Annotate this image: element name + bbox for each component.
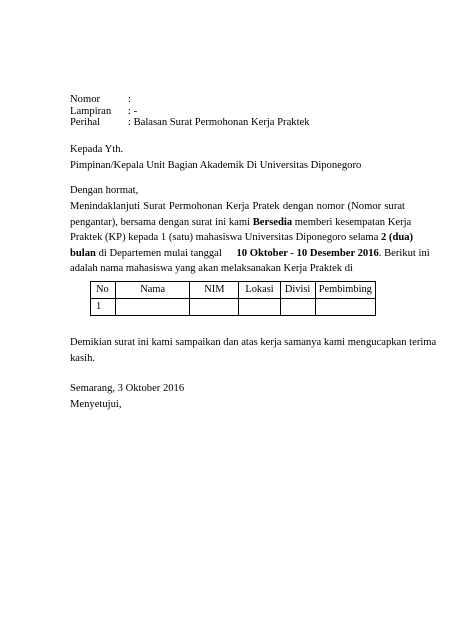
letter-meta	[70, 94, 310, 129]
body-line: bulan di Departemen mulai tanggal 10 Oktober - 10 Desember 2016. Berikut ini	[70, 247, 430, 259]
lampiran-value: : -	[128, 105, 138, 117]
student-table	[90, 281, 376, 316]
duration-emphasis: 2 (dua)	[380, 232, 414, 244]
table-cell: 1	[91, 299, 116, 316]
closing-line: kasih.	[70, 352, 96, 364]
approval-text: Menyetujui,	[70, 399, 122, 410]
table-cell	[116, 299, 190, 316]
closing-paragraph	[70, 335, 437, 366]
table-row	[91, 299, 376, 316]
lampiran-row	[70, 106, 310, 118]
place-date: Semarang, 3 Oktober 2016	[70, 383, 185, 394]
perihal-value: : Balasan Surat Permohonan Kerja Praktek	[128, 117, 310, 128]
body-line: Praktek (KP) kepada 1 (satu) mahasiswa Universitas Diponegoro selama 2 (dua)	[70, 232, 414, 244]
table-cell	[190, 299, 239, 316]
nomor-row	[70, 94, 310, 106]
bersedia-emphasis: Bersedia	[252, 216, 293, 228]
table-cell	[239, 299, 280, 316]
body-line: Menindaklanjuti Surat Permohonan Kerja Pratek dengan nomor (Nomor surat	[70, 201, 405, 212]
header-lokasi: Lokasi	[239, 282, 280, 299]
perihal-row	[70, 117, 310, 129]
table-cell	[315, 299, 375, 316]
header-nama: Nama	[116, 282, 190, 299]
table-header-row	[91, 282, 376, 299]
body-line: adalah nama mahasiswa yang akan melaksanakan Kerja Praktek di	[70, 263, 353, 275]
body-paragraph	[70, 199, 430, 277]
nomor-label: Nomor	[70, 94, 101, 105]
header-no: No	[91, 282, 116, 299]
nomor-value: :	[128, 94, 131, 105]
body-line: pengantar), bersama dengan surat ini kami Bersedia memberi kesempatan Kerja	[70, 216, 412, 228]
recipient-greeting: Kepada Yth.	[70, 144, 124, 155]
header-divisi: Divisi	[280, 282, 315, 299]
header-pembimbing: Pembimbing	[315, 282, 375, 299]
period-emphasis: 10 Oktober - 10 Desember 2016	[236, 247, 379, 259]
salutation: Dengan hormat,	[70, 185, 139, 196]
lampiran-label: Lampiran	[70, 105, 112, 117]
perihal-label: Perihal	[70, 117, 101, 128]
recipient-name: Pimpinan/Kepala Unit Bagian Akademik Di Universitas Diponegoro	[70, 160, 362, 171]
closing-line: Demikian surat ini kami sampaikan dan atas kerja samanya kami mengucapkan terima	[70, 337, 437, 348]
header-nim: NIM	[190, 282, 239, 299]
table-cell	[280, 299, 315, 316]
